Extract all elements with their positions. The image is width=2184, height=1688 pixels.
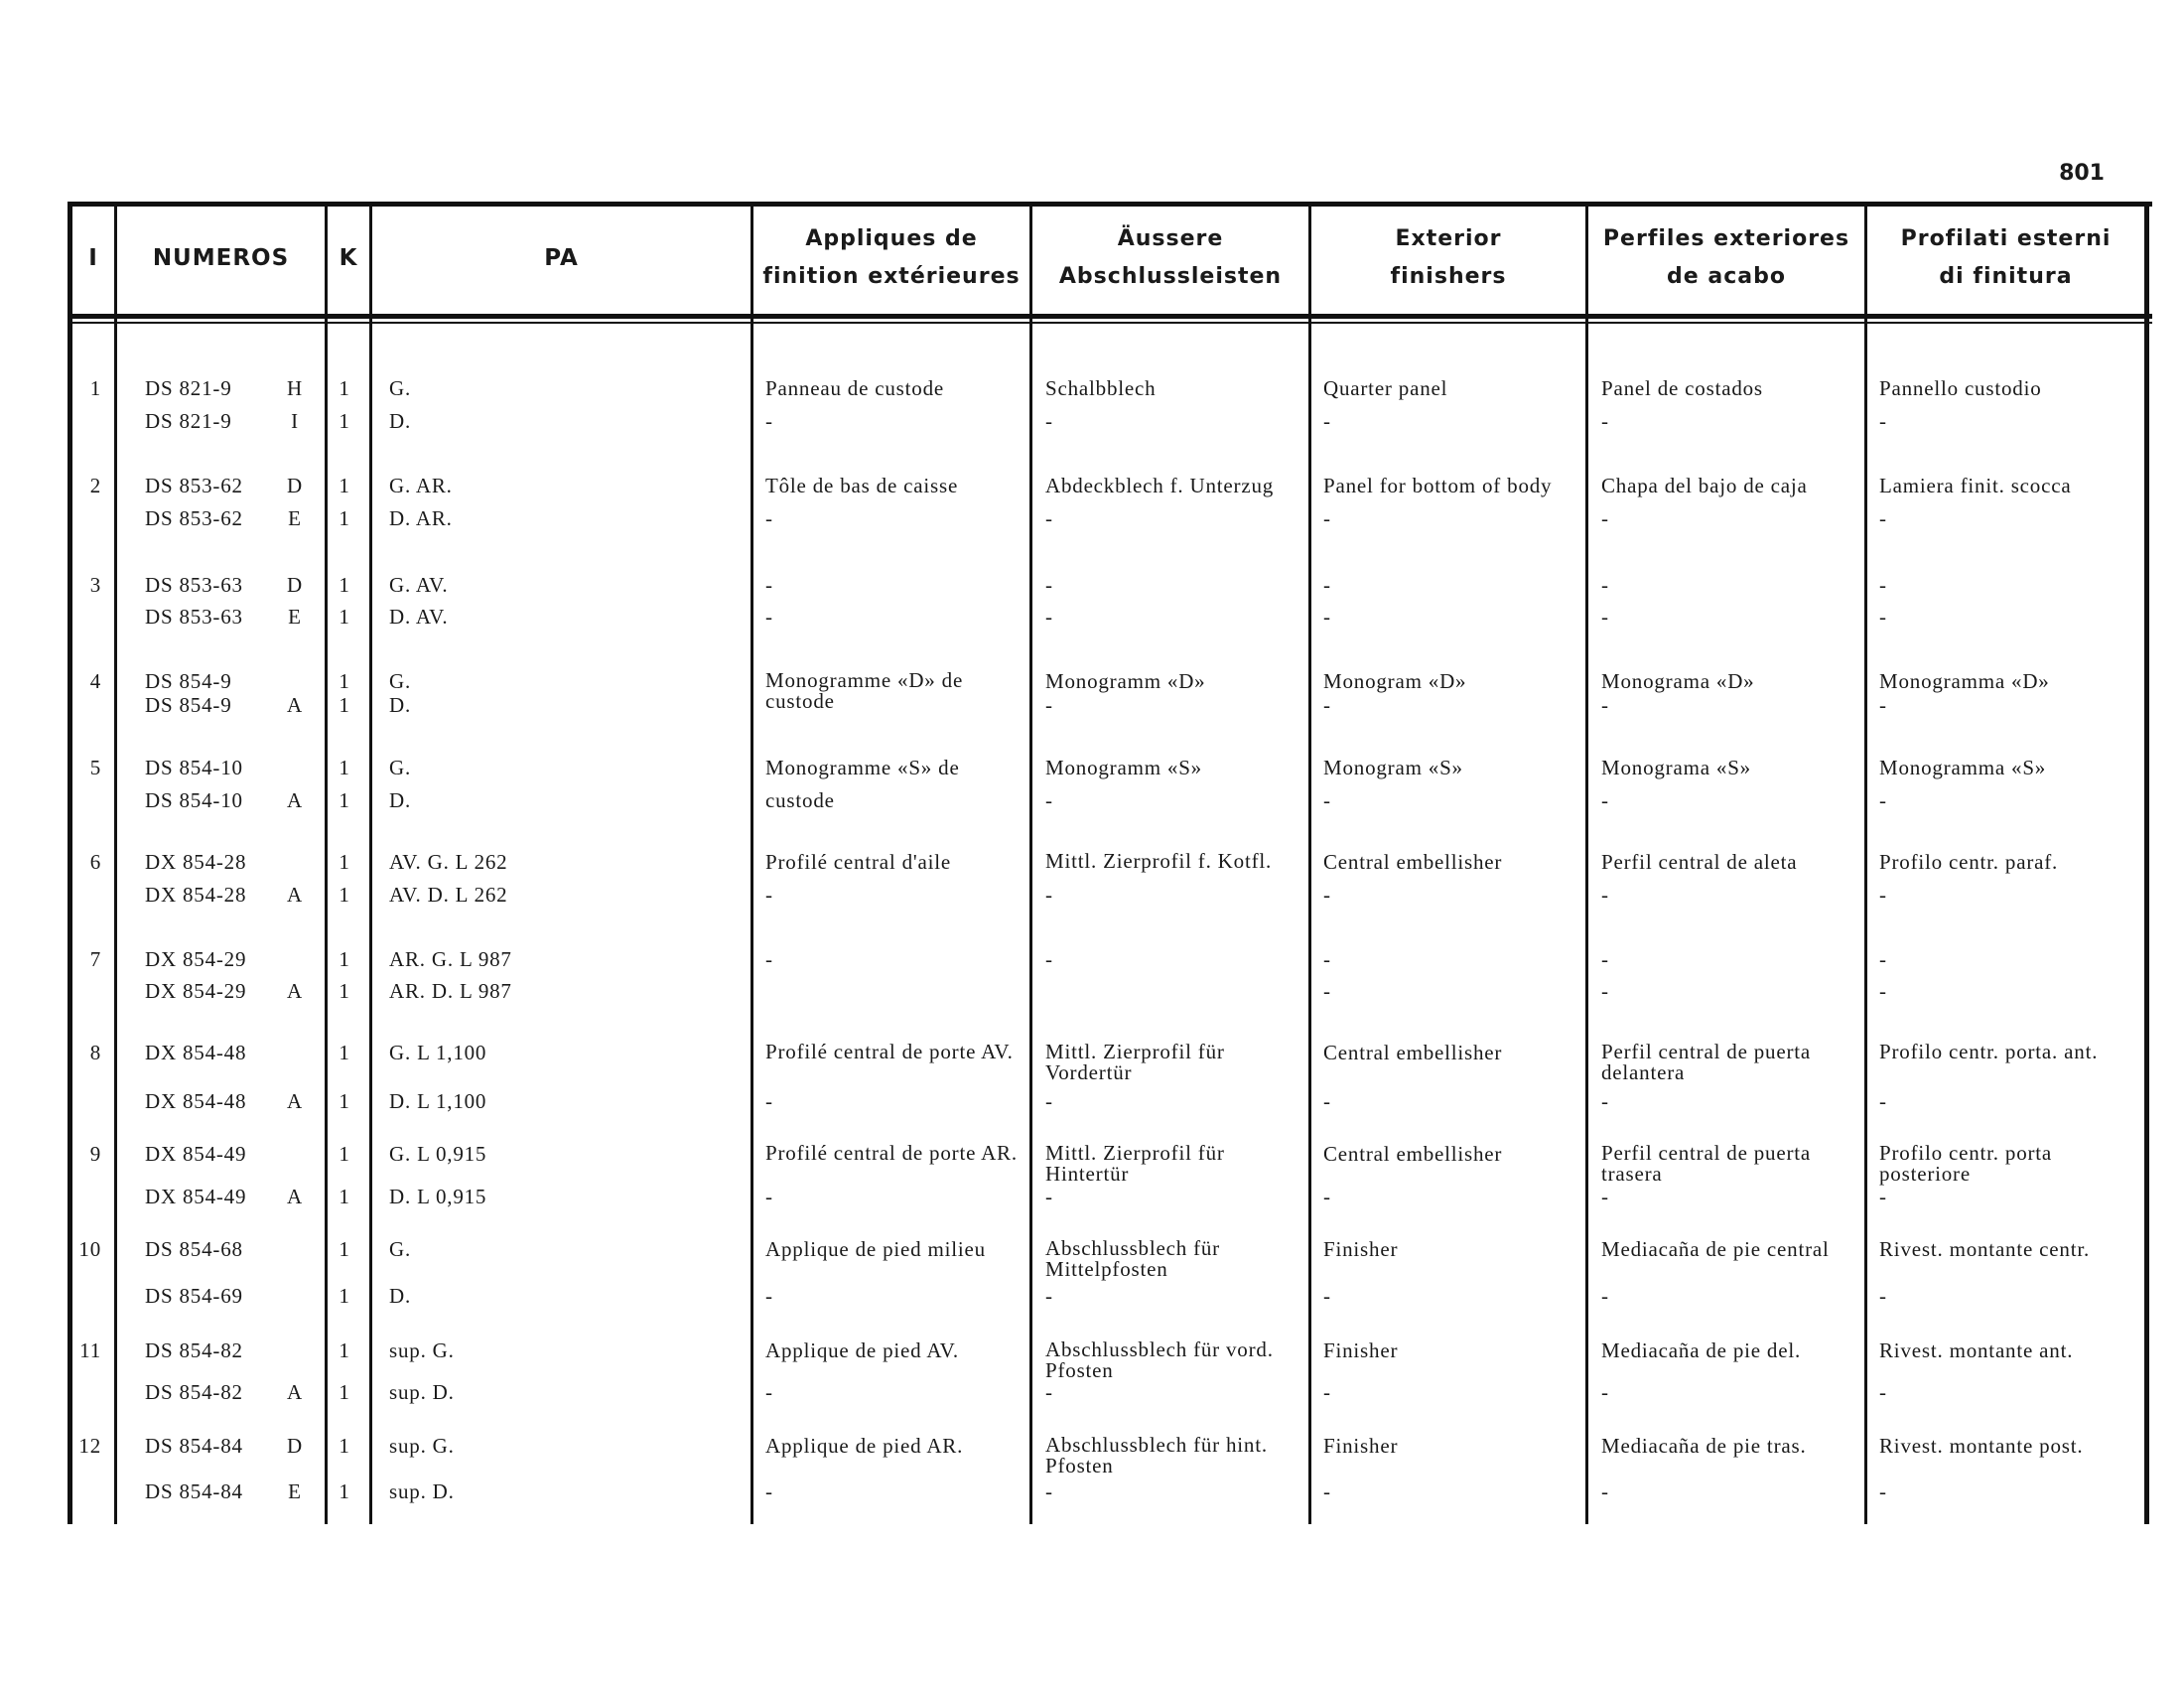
cell-code: DS 854-9 (145, 669, 232, 693)
cell-code: DX 854-29 (145, 947, 247, 971)
cell-it: Lamiera finit. scocca (1879, 474, 2072, 497)
header-it-line2: di finitura (1939, 264, 2073, 289)
cell-fr: - (765, 573, 773, 597)
header-bottom-border (68, 314, 2152, 319)
cell-fr: - (765, 883, 773, 907)
cell-pa: sup. D. (389, 1380, 455, 1404)
cell-en: Monogram «S» (1323, 756, 1463, 779)
cell-it: Rivest. montante post. (1879, 1434, 2084, 1458)
cell-suffix: A (287, 1185, 303, 1208)
cell-code: DX 854-48 (145, 1041, 247, 1064)
cell-fr: - (765, 1185, 773, 1208)
cell-k: 1 (339, 669, 350, 693)
header-de (1032, 209, 1308, 308)
cell-es: - (1601, 693, 1609, 717)
cell-fr: custode (765, 788, 835, 812)
cell-it: - (1879, 506, 1887, 530)
col-border-de (1029, 204, 1032, 1524)
cell-it: - (1879, 1479, 1887, 1503)
cell-es: Perfil central de aleta (1601, 850, 1798, 874)
cell-de: Monogramm «D» (1045, 669, 1206, 693)
col-border-pa (369, 204, 372, 1524)
header-es-line1: Perfiles exteriores (1602, 226, 1850, 251)
cell-fr: Monogramme «D» de custode (765, 668, 964, 713)
cell-fr: Profilé central de porte AV. (765, 1040, 1014, 1063)
cell-en: Finisher (1323, 1338, 1399, 1362)
cell-k: 1 (339, 506, 350, 530)
cell-fr: - (765, 1089, 773, 1113)
header-fr (753, 209, 1029, 308)
cell-de: - (1045, 1089, 1053, 1113)
cell-en: Central embellisher (1323, 1041, 1503, 1064)
col-border-right (2144, 204, 2149, 1524)
cell-fr: - (765, 1284, 773, 1308)
cell-pa: sup. G. (389, 1338, 455, 1362)
header-de-line2: Abschlussleisten (1058, 264, 1283, 289)
cell-pa: D. (389, 788, 412, 812)
cell-fr: Profilé central de porte AR. (765, 1141, 1018, 1165)
header-fr-line1: Appliques de (805, 226, 978, 251)
cell-pa: AR. D. L 987 (389, 979, 512, 1003)
header-k-label: K (339, 245, 358, 271)
cell-en: - (1323, 1284, 1331, 1308)
cell-fr: - (765, 947, 773, 971)
cell-pa: sup. D. (389, 1479, 455, 1503)
cell-k: 1 (339, 1380, 350, 1404)
cell-en: - (1323, 1479, 1331, 1503)
cell-es: - (1601, 1479, 1609, 1503)
header-en-line1: Exterior (1395, 226, 1502, 251)
cell-pa: D. L 1,100 (389, 1089, 487, 1113)
cell-suffix: I (291, 409, 299, 433)
page-number: 801 (2059, 161, 2105, 186)
cell-en: - (1323, 605, 1331, 629)
cell-es: - (1601, 1185, 1609, 1208)
cell-code: DS 854-68 (145, 1237, 243, 1261)
cell-es: - (1601, 947, 1609, 971)
cell-de: - (1045, 409, 1053, 433)
cell-pa: G. L 0,915 (389, 1142, 487, 1166)
cell-index: 6 (89, 850, 101, 874)
cell-k: 1 (339, 474, 350, 497)
cell-suffix: D (287, 1434, 303, 1458)
cell-pa: G. (389, 376, 412, 400)
cell-fr: - (765, 409, 773, 433)
cell-pa: G. (389, 756, 412, 779)
header-fr-line2: finition extérieures (762, 264, 1021, 289)
cell-es: - (1601, 409, 1609, 433)
cell-code: DS 821-9 (145, 376, 232, 400)
cell-suffix: D (287, 474, 303, 497)
cell-k: 1 (339, 693, 350, 717)
cell-fr: Applique de pied AR. (765, 1434, 964, 1458)
cell-index: 1 (89, 376, 101, 400)
cell-en: - (1323, 947, 1331, 971)
cell-k: 1 (339, 850, 350, 874)
cell-de: - (1045, 947, 1053, 971)
cell-pa: D. (389, 409, 412, 433)
cell-it: Profilo centr. porta posteriore (1879, 1141, 2053, 1186)
cell-en: - (1323, 883, 1331, 907)
cell-code: DS 854-9 (145, 693, 232, 717)
cell-code: DS 854-10 (145, 788, 243, 812)
cell-code: DS 854-84 (145, 1479, 243, 1503)
cell-es: - (1601, 506, 1609, 530)
cell-suffix: A (287, 883, 303, 907)
cell-es: - (1601, 979, 1609, 1003)
cell-pa: G. L 1,100 (389, 1041, 487, 1064)
cell-fr: Profilé central d'aile (765, 850, 951, 874)
cell-pa: D. AV. (389, 605, 449, 629)
cell-code: DS 854-82 (145, 1380, 243, 1404)
cell-k: 1 (339, 1237, 350, 1261)
cell-index: 7 (89, 947, 101, 971)
header-en (1311, 209, 1585, 308)
header-index-label: I (88, 245, 98, 271)
header-it (1867, 209, 2144, 308)
cell-de: Mittl. Zierprofil f. Kotfl. (1045, 849, 1273, 873)
cell-fr: Applique de pied AV. (765, 1338, 959, 1362)
cell-fr: - (765, 1380, 773, 1404)
cell-en: - (1323, 1380, 1331, 1404)
cell-k: 1 (339, 1041, 350, 1064)
header-numeros-label: NUMEROS (152, 245, 290, 271)
cell-k: 1 (339, 1479, 350, 1503)
cell-de: - (1045, 1185, 1053, 1208)
cell-code: DS 854-82 (145, 1338, 243, 1362)
cell-fr: - (765, 605, 773, 629)
cell-it: - (1879, 409, 1887, 433)
header-es-line2: de acabo (1667, 264, 1786, 289)
header-bottom-border-thin (68, 322, 2152, 324)
cell-en: Finisher (1323, 1237, 1399, 1261)
cell-code: DS 853-62 (145, 506, 243, 530)
cell-pa: D. L 0,915 (389, 1185, 487, 1208)
cell-suffix: A (287, 693, 303, 717)
cell-en: Panel for bottom of body (1323, 474, 1553, 497)
cell-en: - (1323, 1089, 1331, 1113)
cell-index: 10 (78, 1237, 101, 1261)
cell-es: Mediacaña de pie tras. (1601, 1434, 1807, 1458)
cell-pa: D. AR. (389, 506, 453, 530)
cell-k: 1 (339, 376, 350, 400)
cell-k: 1 (339, 605, 350, 629)
cell-it: - (1879, 947, 1887, 971)
cell-es: Perfil central de puerta delantera (1601, 1040, 1812, 1084)
cell-en: Central embellisher (1323, 850, 1503, 874)
cell-index: 3 (89, 573, 101, 597)
cell-fr: - (765, 506, 773, 530)
cell-suffix: E (288, 605, 302, 629)
cell-it: Pannello custodio (1879, 376, 2042, 400)
cell-en: - (1323, 573, 1331, 597)
cell-it: Rivest. montante ant. (1879, 1338, 2074, 1362)
header-pa (372, 209, 751, 308)
cell-fr: Monogramme «S» de (765, 756, 960, 779)
cell-suffix: H (287, 376, 303, 400)
cell-de: Mittl. Zierprofil für Hintertür (1045, 1141, 1225, 1186)
cell-suffix: A (287, 1380, 303, 1404)
cell-es: - (1601, 883, 1609, 907)
cell-k: 1 (339, 947, 350, 971)
cell-it: - (1879, 1185, 1887, 1208)
cell-code: DX 854-49 (145, 1142, 247, 1166)
cell-it: - (1879, 883, 1887, 907)
cell-fr: Tôle de bas de caisse (765, 474, 959, 497)
col-border-k (325, 204, 328, 1524)
cell-pa: G. AR. (389, 474, 453, 497)
cell-k: 1 (339, 788, 350, 812)
col-border-it (1864, 204, 1867, 1524)
cell-es: Monograma «D» (1601, 669, 1755, 693)
cell-k: 1 (339, 1338, 350, 1362)
cell-es: Perfil central de puerta trasera (1601, 1141, 1812, 1186)
cell-es: - (1601, 788, 1609, 812)
cell-index: 12 (78, 1434, 101, 1458)
cell-es: - (1601, 605, 1609, 629)
cell-suffix: A (287, 979, 303, 1003)
cell-en: - (1323, 506, 1331, 530)
cell-en: Monogram «D» (1323, 669, 1467, 693)
cell-en: Finisher (1323, 1434, 1399, 1458)
cell-it: Profilo centr. paraf. (1879, 850, 2059, 874)
header-numeros (117, 209, 325, 308)
cell-suffix: A (287, 1089, 303, 1113)
col-border-en (1308, 204, 1311, 1524)
cell-it: - (1879, 788, 1887, 812)
cell-es: - (1601, 1380, 1609, 1404)
cell-es: Mediacaña de pie del. (1601, 1338, 1802, 1362)
cell-it: - (1879, 573, 1887, 597)
cell-it: - (1879, 1089, 1887, 1113)
cell-en: - (1323, 979, 1331, 1003)
cell-index: 2 (89, 474, 101, 497)
cell-code: DX 854-29 (145, 979, 247, 1003)
cell-es: - (1601, 573, 1609, 597)
cell-en: Quarter panel (1323, 376, 1448, 400)
cell-suffix: E (288, 506, 302, 530)
header-it-line1: Profilati esterni (1900, 226, 2112, 251)
cell-it: - (1879, 693, 1887, 717)
cell-it: - (1879, 1380, 1887, 1404)
table-top-border (68, 202, 2152, 207)
cell-de: Schalbblech (1045, 376, 1157, 400)
cell-it: Monogramma «D» (1879, 669, 2050, 693)
cell-code: DX 854-48 (145, 1089, 247, 1113)
cell-code: DS 854-69 (145, 1284, 243, 1308)
cell-de: Abdeckblech f. Unterzug (1045, 474, 1275, 497)
cell-k: 1 (339, 1185, 350, 1208)
cell-code: DS 853-62 (145, 474, 243, 497)
cell-k: 1 (339, 1142, 350, 1166)
cell-pa: sup. G. (389, 1434, 455, 1458)
cell-pa: G. (389, 1237, 412, 1261)
cell-de: - (1045, 573, 1053, 597)
header-es (1588, 209, 1864, 308)
cell-code: DX 854-49 (145, 1185, 247, 1208)
cell-k: 1 (339, 409, 350, 433)
cell-pa: D. (389, 693, 412, 717)
cell-pa: G. AV. (389, 573, 449, 597)
cell-es: - (1601, 1284, 1609, 1308)
cell-pa: D. (389, 1284, 412, 1308)
cell-k: 1 (339, 979, 350, 1003)
col-border-fr (751, 204, 753, 1524)
cell-suffix: E (288, 1479, 302, 1503)
cell-index: 11 (79, 1338, 101, 1362)
cell-suffix: D (287, 573, 303, 597)
cell-code: DS 853-63 (145, 605, 243, 629)
cell-de: Monogramm «S» (1045, 756, 1202, 779)
cell-fr: Panneau de custode (765, 376, 945, 400)
cell-de: - (1045, 883, 1053, 907)
cell-it: Profilo centr. porta. ant. (1879, 1040, 2099, 1063)
cell-de: Mittl. Zierprofil für Vordertür (1045, 1040, 1225, 1084)
cell-code: DS 821-9 (145, 409, 232, 433)
cell-suffix: A (287, 788, 303, 812)
cell-index: 9 (89, 1142, 101, 1166)
cell-k: 1 (339, 573, 350, 597)
cell-es: Chapa del bajo de caja (1601, 474, 1808, 497)
cell-pa: AR. G. L 987 (389, 947, 512, 971)
col-border-numeros (114, 204, 117, 1524)
cell-en: - (1323, 409, 1331, 433)
cell-code: DS 853-63 (145, 573, 243, 597)
cell-en: - (1323, 788, 1331, 812)
cell-k: 1 (339, 756, 350, 779)
cell-code: DX 854-28 (145, 850, 247, 874)
header-pa-label: PA (544, 245, 579, 271)
cell-pa: AV. G. L 262 (389, 850, 508, 874)
cell-it: - (1879, 979, 1887, 1003)
cell-k: 1 (339, 1089, 350, 1113)
cell-fr: - (765, 1479, 773, 1503)
cell-it: - (1879, 1284, 1887, 1308)
header-en-line2: finishers (1390, 264, 1507, 289)
cell-en: - (1323, 1185, 1331, 1208)
header-de-line1: Äussere (1117, 226, 1224, 251)
cell-de: Abschlussblech für vord. Pfosten (1045, 1337, 1274, 1382)
header-index (72, 209, 114, 308)
cell-pa: AV. D. L 262 (389, 883, 508, 907)
cell-index: 5 (89, 756, 101, 779)
cell-code: DX 854-28 (145, 883, 247, 907)
col-border-es (1585, 204, 1588, 1524)
cell-index: 4 (89, 669, 101, 693)
cell-k: 1 (339, 883, 350, 907)
cell-k: 1 (339, 1284, 350, 1308)
cell-de: - (1045, 506, 1053, 530)
cell-it: Rivest. montante centr. (1879, 1237, 2091, 1261)
cell-de: - (1045, 605, 1053, 629)
cell-es: Mediacaña de pie central (1601, 1237, 1830, 1261)
cell-de: - (1045, 1380, 1053, 1404)
cell-code: DS 854-10 (145, 756, 243, 779)
cell-es: - (1601, 1089, 1609, 1113)
cell-es: Panel de costados (1601, 376, 1763, 400)
cell-pa: G. (389, 669, 412, 693)
cell-k: 1 (339, 1434, 350, 1458)
header-k (328, 209, 369, 308)
cell-es: Monograma «S» (1601, 756, 1751, 779)
cell-code: DS 854-84 (145, 1434, 243, 1458)
cell-de: - (1045, 1284, 1053, 1308)
cell-it: Monogramma «S» (1879, 756, 2047, 779)
cell-de: Abschlussblech für hint. Pfosten (1045, 1433, 1268, 1477)
cell-de: - (1045, 1479, 1053, 1503)
cell-index: 8 (89, 1041, 101, 1064)
cell-de: - (1045, 693, 1053, 717)
cell-fr: Applique de pied milieu (765, 1237, 986, 1261)
cell-it: - (1879, 605, 1887, 629)
cell-de: - (1045, 788, 1053, 812)
cell-de: Abschlussblech für Mittelpfosten (1045, 1236, 1220, 1281)
cell-en: - (1323, 693, 1331, 717)
cell-en: Central embellisher (1323, 1142, 1503, 1166)
